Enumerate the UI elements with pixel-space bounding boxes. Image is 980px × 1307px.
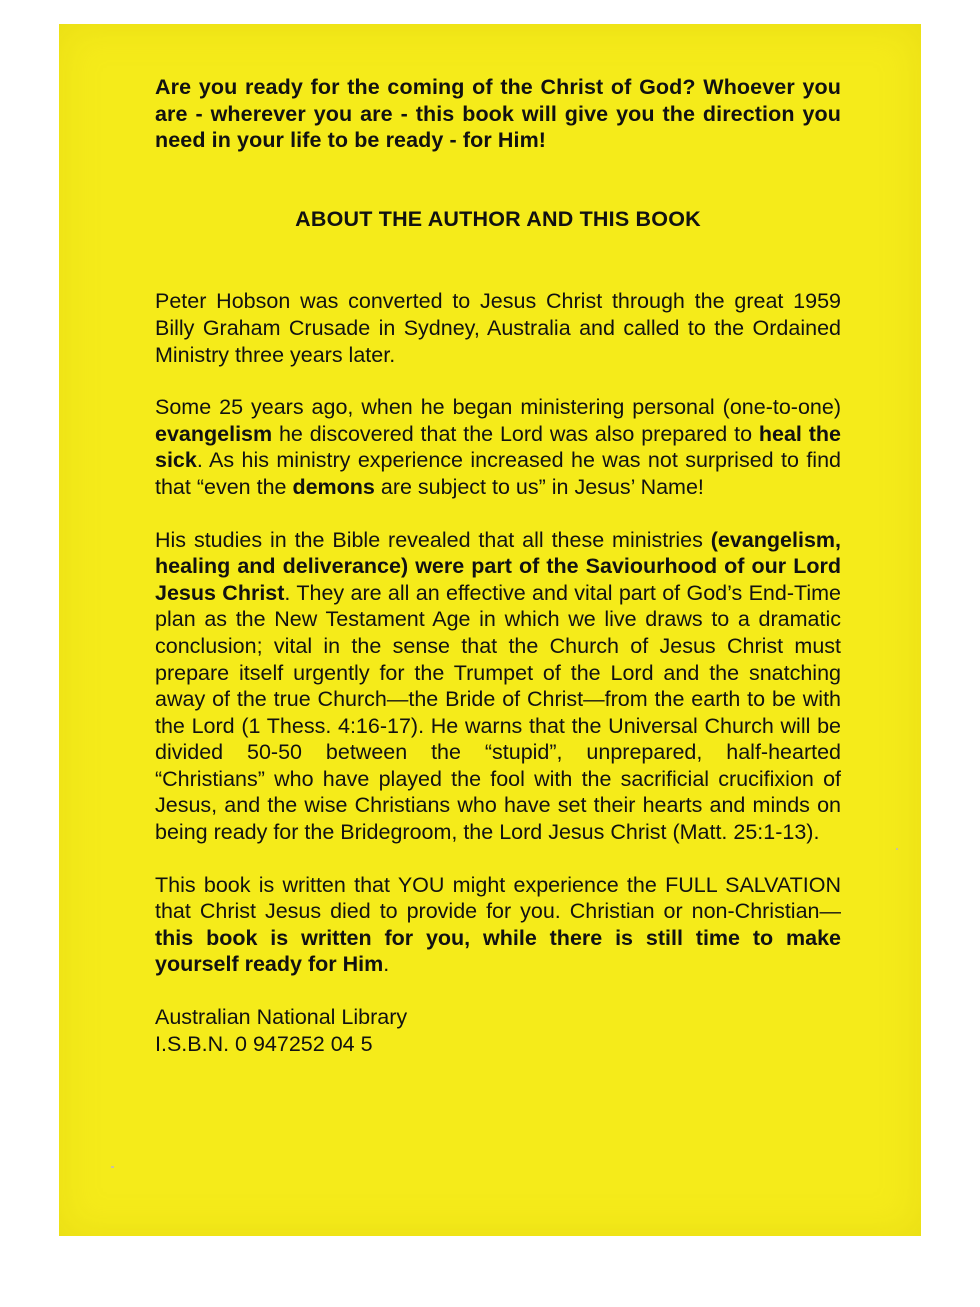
bold-run: evangelism [155,421,273,446]
bold-run: (evangelism, healing and deliverance) were part of the Saviourhood of our Lord Jesus Christ [155,527,841,605]
purpose-paragraph [155,872,841,978]
isbn: I.S.B.N. 0 947252 04 5 [155,1031,373,1056]
text-run: His studies in the Bible revealed that all these ministries [155,527,711,552]
library-name: Australian National Library [155,1005,408,1030]
bold-run: demons [292,474,375,499]
section-heading: ABOUT THE AUTHOR AND THIS BOOK [295,206,701,231]
bold-run: this book is written for you, while there is still time to make yourself ready for Him [155,925,841,977]
bible-studies-paragraph [155,527,841,846]
text-run: . As his ministry experience increased he was not surprised to find that “even the [155,448,841,499]
library-info [155,1004,841,1057]
author-conversion-paragraph: Peter Hobson was converted to Jesus Christ through the great 1959 Billy Graham Crusade in Sydney, Australia and called to the Ordained Ministry three years later. [155,289,841,367]
text-run: This book is written that YOU might experience the FULL SALVATION that Christ Jesus died to provide for you. Christian or non-Christian— [155,872,841,924]
intro-blurb: Are you ready for the coming of the Christ of God? Whoever you are - wherever you are - this book will give you the direction you need in your life to be ready - for Him! [155,75,841,153]
ministry-paragraph [155,394,841,500]
cover-speck [896,848,898,850]
text-run: . They are all an effective and vital part of God’s End-Time plan as the New Testament Age in which we live draws to a dramatic conclusion; vital in the sense that the Church of Jesus Christ must prepare itself urgently for the Trumpet of the Lord and the snatching away of the true Church—the Bride of Christ—from the earth to be with the Lord (1 Thess. 4:16-17). He warns that the Universal Church will be divided 50-50 between the “stupid”, unprepared, half-hearted “Christians” who have played the fool with the sacrificial crucifixion of Jesus, and the wise Christians who have set their hearts and minds on being ready for the Bridegroom, the Lord Jesus Christ (Matt. 25:1-13). [155,580,841,845]
text-run: are subject to us” in Jesus’ Name! [374,474,704,499]
text-run: Some 25 years ago, when he began ministering personal (one-to-one) [155,395,841,420]
text-run: he discovered that the Lord was also prepared to [272,421,759,446]
text-run: . [383,952,390,977]
cover-speck [111,1166,114,1168]
cover-text [155,74,841,1057]
bold-run: heal the sick [155,421,841,473]
